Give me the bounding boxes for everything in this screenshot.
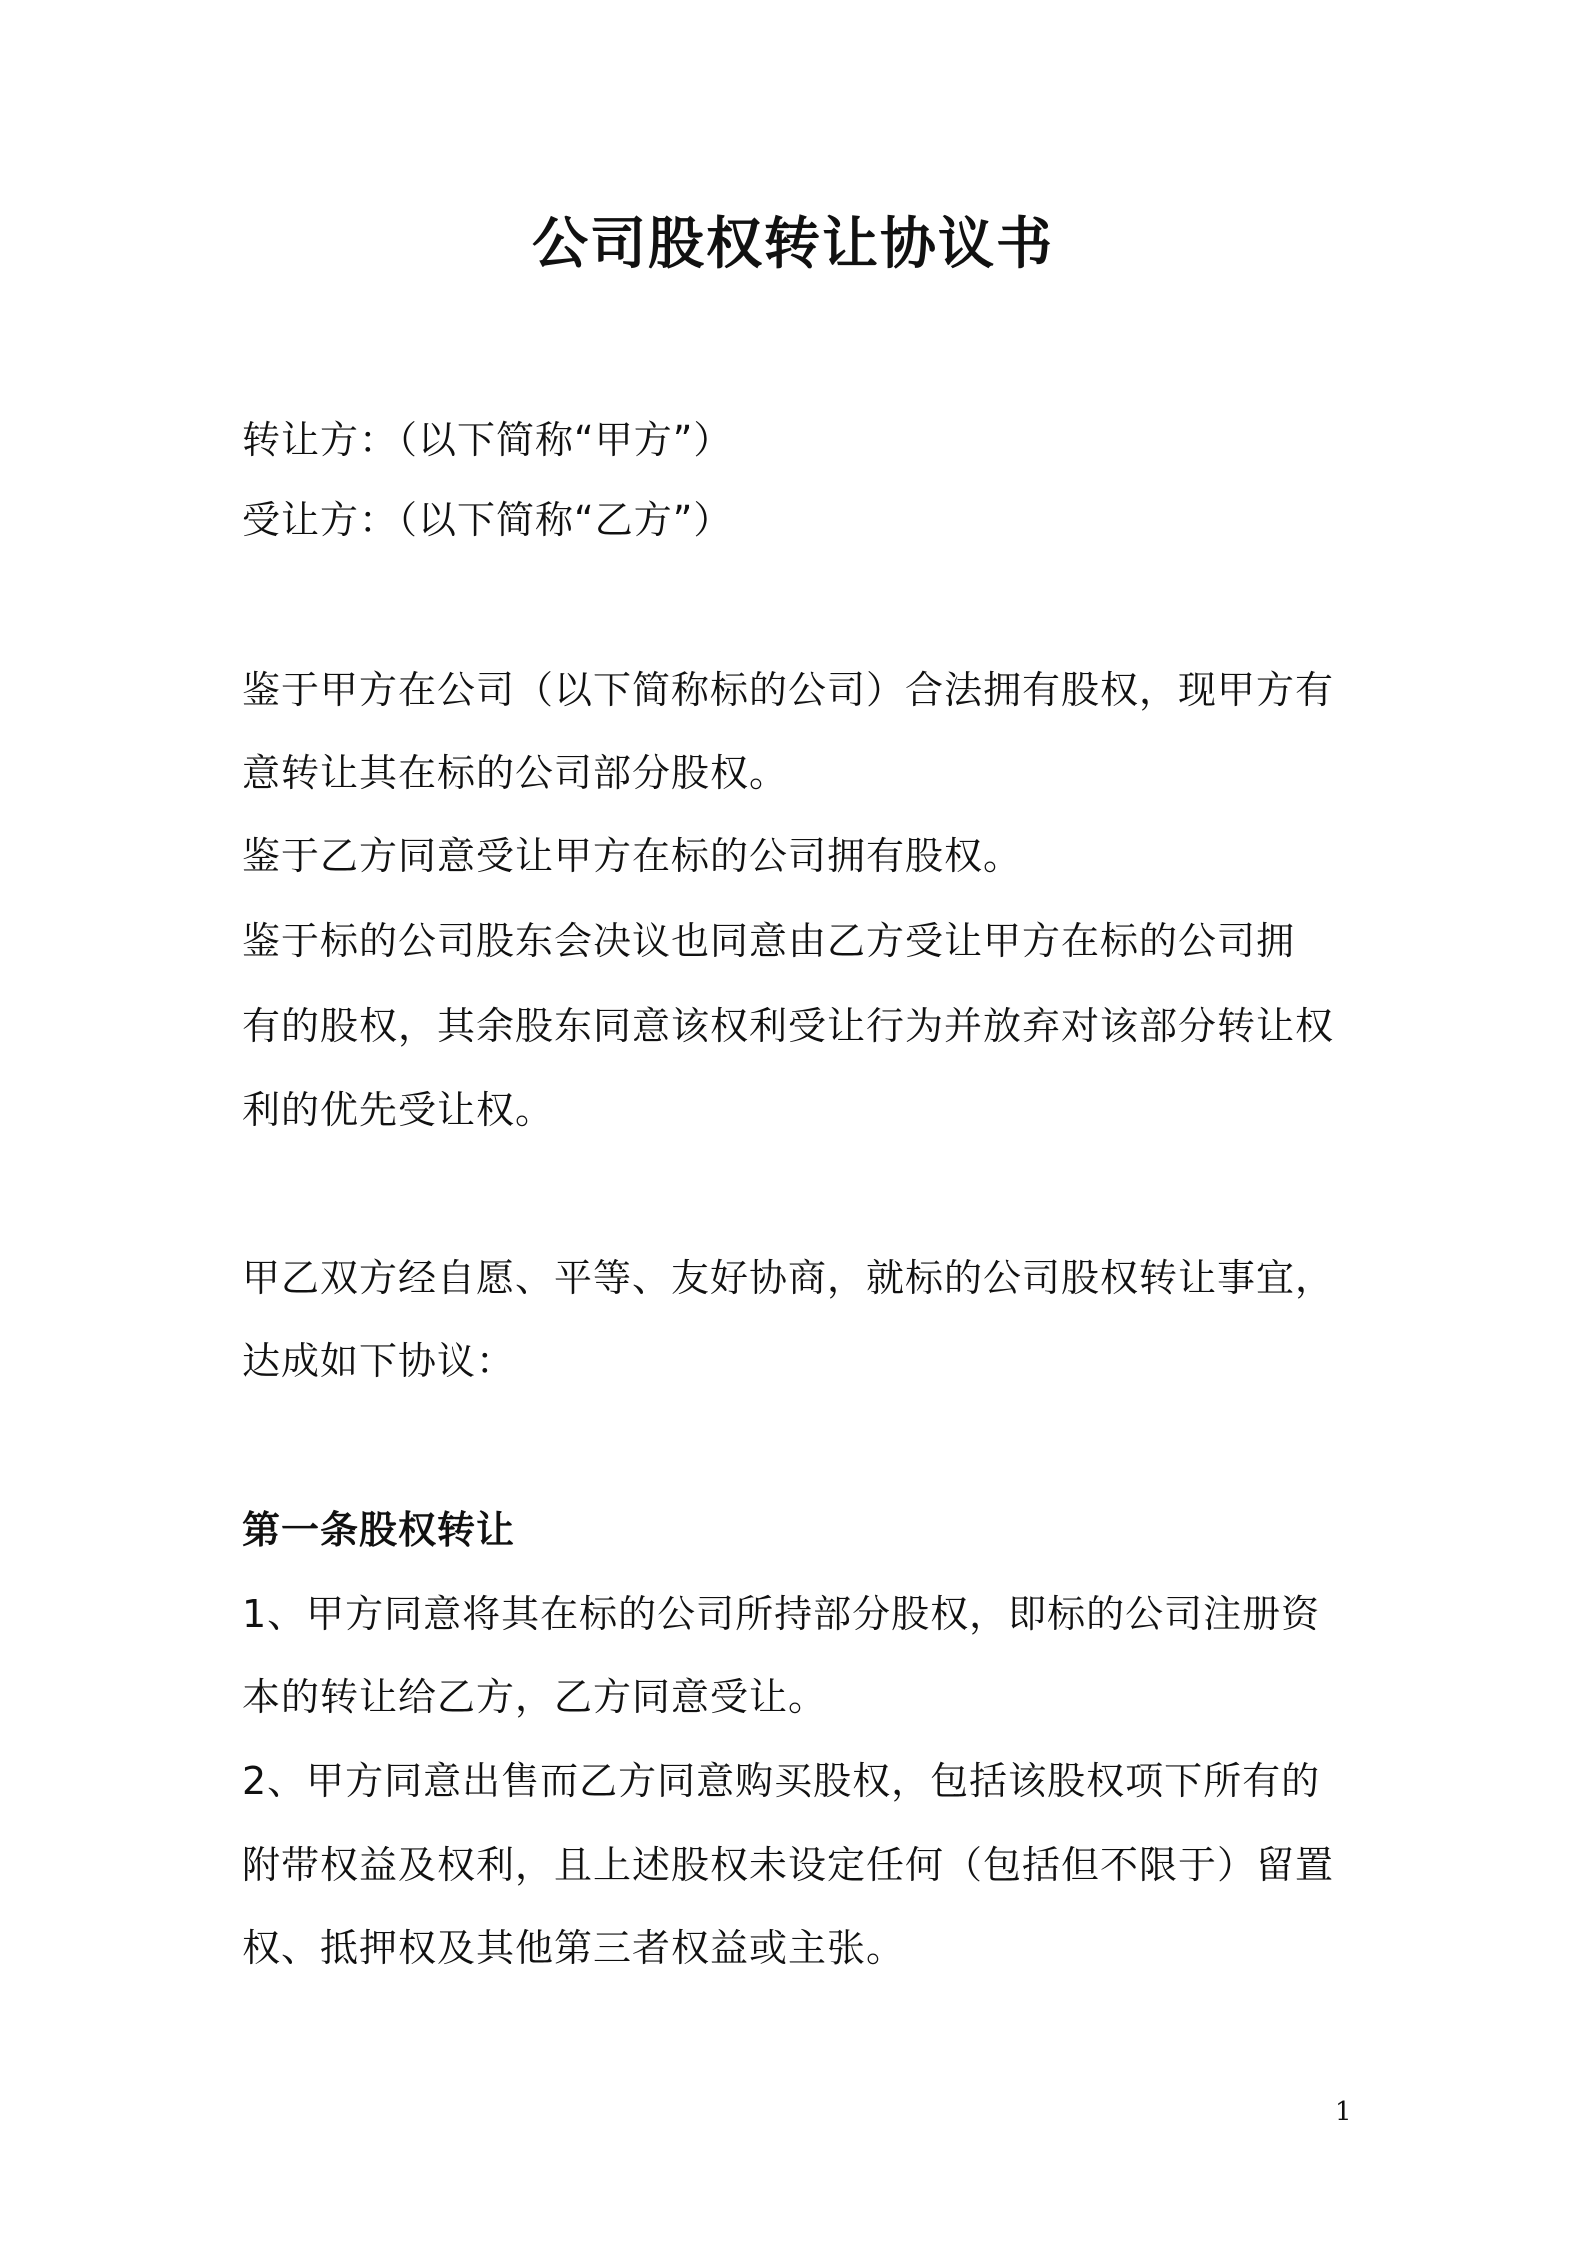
transferor-line: 转让方：（以下简称“甲方”） [242,418,733,462]
transferee-line: 受让方：（以下简称“乙方”） [242,498,733,542]
recital-line: 意转让其在标的公司部分股权。 [242,751,789,795]
recital-line: 有的股权，其余股东同意该权利受让行为并放弃对该部分转让权 [242,1004,1335,1048]
article-1-line: 附带权益及权利，且上述股权未设定任何（包括但不限于）留置 [242,1843,1335,1887]
page-number: 1 [1335,2097,1352,2127]
agreement-intro-line: 达成如下协议： [242,1339,516,1383]
article-1-line: 权、抵押权及其他第三者权益或主张。 [242,1926,906,1970]
recital-line: 鉴于标的公司股东会决议也同意由乙方受让甲方在标的公司拥 [242,919,1296,963]
recital-line: 鉴于甲方在公司（以下简称标的公司）合法拥有股权，现甲方有 [242,668,1335,712]
recital-line: 鉴于乙方同意受让甲方在标的公司拥有股权。 [242,834,1023,878]
document-title: 公司股权转让协议书 [532,212,1054,277]
article-1-heading: 第一条股权转让 [242,1508,516,1552]
article-1-line: 1、甲方同意将其在标的公司所持部分股权，即标的公司注册资 [242,1592,1321,1636]
agreement-intro-line: 甲乙双方经自愿、平等、友好协商，就标的公司股权转让事宜， [242,1256,1335,1300]
article-1-line: 本的转让给乙方，乙方同意受让。 [242,1675,828,1719]
recital-line: 利的优先受让权。 [242,1088,555,1132]
article-1-line: 2、甲方同意出售而乙方同意购买股权，包括该股权项下所有的 [242,1759,1321,1803]
